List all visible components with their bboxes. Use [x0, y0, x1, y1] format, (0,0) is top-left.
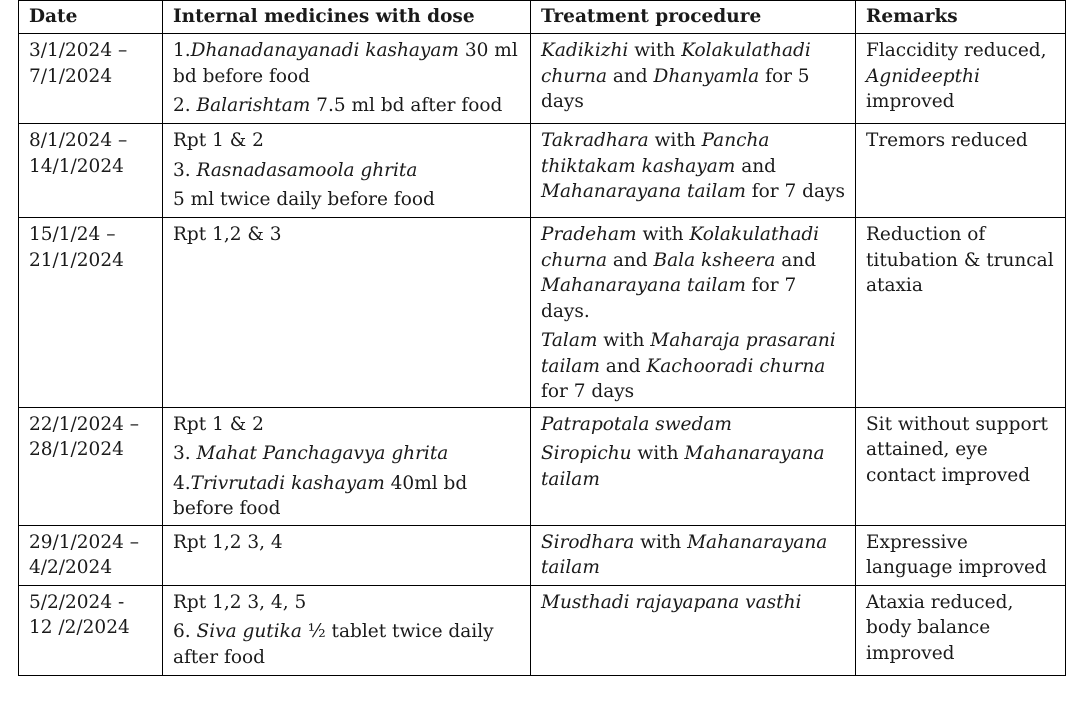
- medicine-entry: [173, 128, 520, 154]
- italic-term: Mahanarayana tailam: [541, 275, 746, 296]
- header-date: Date: [19, 1, 163, 34]
- procedure-entry: [541, 530, 845, 581]
- text-run: for 7 days: [541, 381, 635, 402]
- italic-term: Rasnadasamoola ghrita: [196, 159, 418, 181]
- text-run: Sit without support attained, eye contact improved: [866, 413, 1048, 486]
- table-row: [19, 218, 1066, 408]
- cell-medicines: [163, 525, 531, 585]
- italic-term: Balarishtam: [196, 95, 311, 116]
- procedure-entry: [541, 222, 845, 324]
- cell-remarks: [856, 525, 1066, 585]
- text-run: for 7 days: [745, 181, 845, 202]
- italic-term: Patrapotala swedam: [541, 413, 732, 435]
- text-run: and: [735, 155, 776, 177]
- medicine-entry: [173, 93, 520, 119]
- medicine-entry: [173, 412, 520, 438]
- italic-term: Pradeham: [541, 224, 637, 245]
- text-run: ½ tablet twice daily after food: [173, 621, 494, 668]
- table-body: [19, 34, 1066, 676]
- italic-term: Mahanarayana tailam: [541, 531, 828, 578]
- text-run: Rpt 1,2 & 3: [173, 224, 282, 245]
- cell-date: 29/1/2024 – 4/2/2024: [19, 525, 163, 585]
- text-run: 7.5 ml bd after food: [310, 95, 503, 116]
- cell-date: 15/1/24 – 21/1/2024: [19, 218, 163, 408]
- italic-term: Siva gutika: [196, 621, 302, 642]
- medicine-entry: [173, 530, 520, 556]
- medicine-entry: [173, 619, 520, 670]
- italic-term: Musthadi rajayapana vasthi: [541, 591, 802, 613]
- text-run: Flaccidity reduced,: [866, 40, 1047, 61]
- header-remarks: Remarks: [856, 1, 1066, 34]
- italic-term: Agnideepthi: [866, 65, 980, 87]
- table-row: [19, 124, 1066, 218]
- cell-medicines: [163, 585, 531, 675]
- cell-procedure: [531, 585, 856, 675]
- remark-entry: [866, 38, 1055, 115]
- cell-procedure: [531, 525, 856, 585]
- text-run: Reduction of titubation & truncal ataxia: [866, 224, 1054, 296]
- italic-term: Mahat Panchagavya ghrita: [196, 443, 449, 464]
- procedure-entry: [541, 441, 845, 492]
- cell-date: 8/1/2024 – 14/1/2024: [19, 124, 163, 218]
- cell-medicines: [163, 124, 531, 218]
- cell-date: 3/1/2024 – 7/1/2024: [19, 34, 163, 124]
- medicine-entry: [173, 471, 520, 522]
- cell-procedure: [531, 218, 856, 408]
- cell-medicines: [163, 218, 531, 408]
- medicine-entry: [173, 158, 520, 184]
- table-row: [19, 585, 1066, 675]
- text-run: Rpt 1,2 3, 4: [173, 531, 283, 553]
- text-run: Expressive language improved: [866, 531, 1047, 578]
- italic-term: Kolakulathadi churna: [541, 224, 820, 271]
- text-run: Tremors reduced: [866, 130, 1028, 151]
- header-medicines: Internal medicines with dose: [163, 1, 531, 34]
- medicine-entry: [173, 38, 520, 89]
- text-run: and: [775, 249, 817, 271]
- text-run: Rpt 1 & 2: [173, 413, 264, 435]
- medicine-entry: [173, 222, 520, 248]
- text-run: 4.: [173, 472, 191, 494]
- table-row: [19, 407, 1066, 525]
- medicine-entry: [173, 590, 520, 616]
- medicine-entry: [173, 187, 520, 213]
- text-run: Rpt 1,2 3, 4, 5: [173, 591, 307, 613]
- italic-term: Talam: [541, 330, 598, 351]
- table-row: [19, 525, 1066, 585]
- cell-medicines: [163, 407, 531, 525]
- italic-term: Mahanarayana tailam: [541, 181, 746, 202]
- text-run: 3.: [173, 443, 197, 464]
- text-run: 40ml bd before food: [173, 472, 468, 519]
- header-procedure: Treatment procedure: [531, 1, 856, 34]
- text-run: with: [636, 224, 690, 245]
- italic-term: Maharaja prasarani tailam: [541, 330, 836, 377]
- text-run: 5 ml twice daily before food: [173, 189, 435, 210]
- cell-remarks: [856, 124, 1066, 218]
- text-run: 3.: [173, 159, 197, 181]
- table-row: [19, 34, 1066, 124]
- text-run: with: [648, 130, 702, 151]
- italic-term: Trivrutadi kashayam: [190, 472, 385, 494]
- text-run: and: [606, 65, 654, 87]
- text-run: 2.: [173, 95, 197, 116]
- remark-entry: [866, 128, 1055, 154]
- procedure-entry: [541, 328, 845, 405]
- italic-term: Mahanarayana tailam: [541, 443, 825, 490]
- cell-remarks: [856, 218, 1066, 408]
- cell-procedure: [531, 124, 856, 218]
- italic-term: Siropichu: [541, 443, 632, 464]
- text-run: with: [597, 330, 651, 351]
- text-run: 6.: [173, 621, 197, 642]
- remark-entry: [866, 412, 1055, 489]
- header-row: [19, 1, 1066, 34]
- procedure-entry: [541, 38, 845, 115]
- text-run: for 5 days: [541, 65, 810, 112]
- remark-entry: [866, 590, 1055, 667]
- medicine-entry: [173, 441, 520, 467]
- italic-term: Takradhara: [541, 130, 649, 151]
- treatment-table: [18, 0, 1066, 676]
- text-run: Ataxia reduced, body balance improved: [866, 591, 1014, 664]
- text-run: with: [631, 443, 685, 464]
- italic-term: Bala ksheera: [653, 249, 776, 271]
- text-run: with: [634, 531, 688, 553]
- text-run: with: [628, 40, 682, 61]
- italic-term: Kolakulathadi churna: [541, 40, 811, 87]
- text-run: 30 ml bd before food: [173, 40, 518, 87]
- italic-term: Kachooradi churna: [646, 355, 826, 377]
- procedure-entry: [541, 128, 845, 205]
- cell-date: 5/2/2024 - 12 /2/2024: [19, 585, 163, 675]
- cell-remarks: [856, 34, 1066, 124]
- italic-term: Dhanyamla: [653, 65, 760, 87]
- text-run: Rpt 1 & 2: [173, 130, 264, 151]
- cell-remarks: [856, 585, 1066, 675]
- remark-entry: [866, 222, 1055, 299]
- italic-term: Kadikizhi: [541, 40, 629, 61]
- text-run: improved: [866, 91, 955, 112]
- text-run: and: [606, 249, 654, 271]
- cell-remarks: [856, 407, 1066, 525]
- procedure-entry: [541, 412, 845, 438]
- text-run: 1.: [173, 40, 191, 61]
- text-run: for 7 days.: [541, 275, 797, 322]
- cell-procedure: [531, 34, 856, 124]
- text-run: and: [599, 355, 647, 377]
- remark-entry: [866, 530, 1055, 581]
- italic-term: Sirodhara: [541, 531, 635, 553]
- cell-date: 22/1/2024 – 28/1/2024: [19, 407, 163, 525]
- italic-term: Dhanadanayanadi kashayam: [190, 40, 459, 61]
- procedure-entry: [541, 590, 845, 616]
- cell-procedure: [531, 407, 856, 525]
- cell-medicines: [163, 34, 531, 124]
- italic-term: Pancha thiktakam kashayam: [541, 130, 770, 177]
